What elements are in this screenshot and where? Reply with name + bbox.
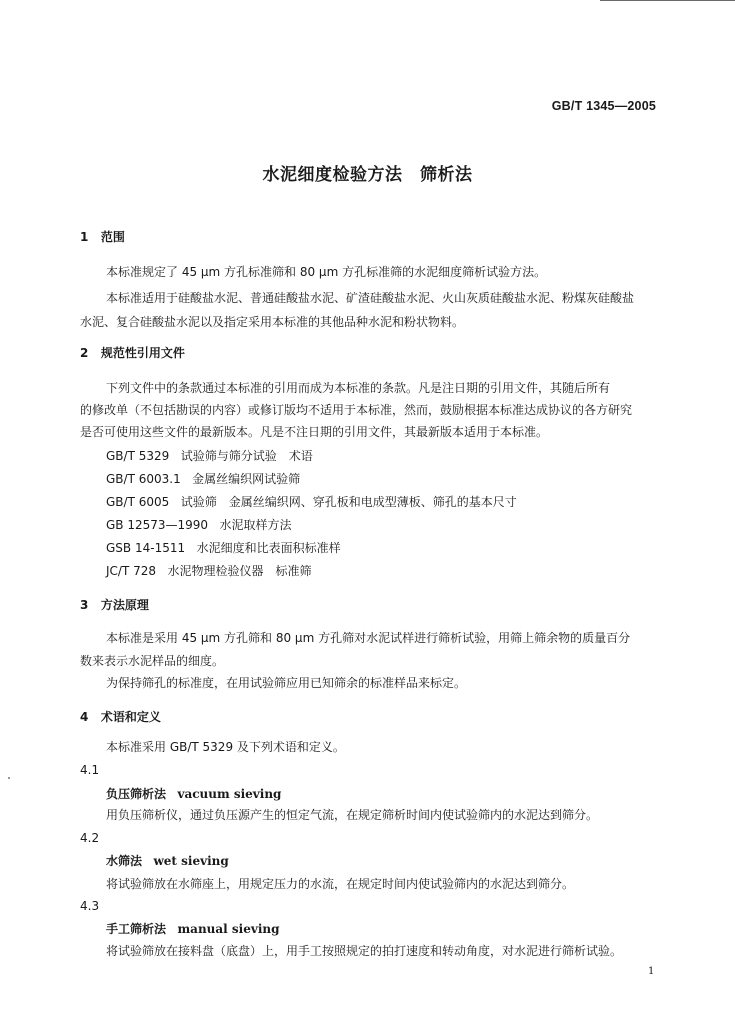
term-name bbox=[106, 853, 229, 869]
term-name-zh: 手工筛析法 bbox=[106, 922, 167, 936]
paragraph-line: 本标准是采用 45 μm 方孔筛和 80 μm 方孔筛对水泥试样进行筛析试验，用筛上筛余物的质量百分 bbox=[106, 631, 631, 645]
term-name-zh: 负压筛析法 bbox=[106, 787, 167, 801]
reference-item bbox=[106, 540, 341, 556]
reference-title: 水泥取样方法 bbox=[219, 518, 292, 532]
section-4-heading bbox=[80, 709, 161, 725]
paragraph-line: 的修改单（不包括勘误的内容）或修订版均不适用于本标准，然而，鼓励根据本标准达成协议的各方研究 bbox=[80, 403, 633, 417]
reference-item bbox=[106, 494, 517, 510]
term-name-en: wet sieving bbox=[153, 854, 229, 868]
scan-edge-line bbox=[600, 0, 735, 1]
reference-code: GB/T 5329 bbox=[106, 449, 170, 463]
reference-title: 金属丝编织网试验筛 bbox=[192, 472, 301, 486]
paragraph: 本标准规定了 45 μm 方孔标准筛和 80 μm 方孔标准筛的水泥细度筛析试验方法。 bbox=[106, 265, 547, 279]
paragraph-line: 下列文件中的条款通过本标准的引用而成为本标准的条款。凡是注日期的引用文件，其随后所有 bbox=[106, 381, 611, 395]
paragraph-line: 是否可使用这些文件的最新版本。凡是不注日期的引用文件，其最新版本适用于本标准。 bbox=[80, 425, 549, 439]
term-name-en: manual sieving bbox=[177, 922, 280, 936]
reference-item bbox=[106, 517, 292, 533]
paragraph: 本标准采用 GB/T 5329 及下列术语和定义。 bbox=[106, 740, 345, 754]
section-number: 3 bbox=[80, 598, 89, 612]
term-number: 4.2 bbox=[80, 831, 100, 845]
term-name bbox=[106, 921, 280, 937]
term-name-en: vacuum sieving bbox=[177, 787, 282, 801]
section-2-heading bbox=[80, 345, 185, 361]
reference-item bbox=[106, 471, 300, 487]
section-number: 1 bbox=[80, 230, 89, 244]
section-title: 范围 bbox=[100, 230, 125, 244]
section-3-heading bbox=[80, 597, 149, 613]
reference-code: GSB 14-1511 bbox=[106, 541, 186, 555]
paragraph: 为保持筛孔的标准度，在用试验筛应用已知筛余的标准样品来标定。 bbox=[106, 676, 467, 690]
term-number: 4.3 bbox=[80, 899, 100, 913]
reference-code: GB 12573—1990 bbox=[106, 518, 209, 532]
term-definition: 将试验筛放在水筛座上，用规定压力的水流，在规定时间内使试验筛内的水泥达到筛分。 bbox=[106, 877, 575, 891]
reference-title: 水泥物理检验仪器 标准筛 bbox=[167, 564, 312, 578]
reference-item bbox=[106, 563, 311, 579]
reference-code: JC/T 728 bbox=[106, 564, 157, 578]
term-name bbox=[106, 786, 281, 802]
section-title: 方法原理 bbox=[100, 598, 149, 612]
section-number: 2 bbox=[80, 346, 89, 360]
reference-code: GB/T 6005 bbox=[106, 495, 170, 509]
section-number: 4 bbox=[80, 710, 89, 724]
reference-title: 试验筛与筛分试验 术语 bbox=[180, 449, 313, 463]
standard-code: GB/T 1345—2005 bbox=[551, 99, 656, 113]
reference-title: 水泥细度和比表面积标准样 bbox=[196, 541, 341, 555]
reference-item bbox=[106, 448, 313, 464]
section-title: 规范性引用文件 bbox=[100, 346, 185, 360]
paragraph-line: 数来表示水泥样品的细度。 bbox=[80, 654, 225, 668]
scan-speck bbox=[8, 777, 10, 779]
page-title: 水泥细度检验方法 筛析法 bbox=[262, 165, 473, 185]
term-name-zh: 水筛法 bbox=[106, 854, 143, 868]
term-definition: 将试验筛放在接料盘（底盘）上，用手工按照规定的拍打速度和转动角度，对水泥进行筛析试验。 bbox=[106, 944, 623, 958]
section-title: 术语和定义 bbox=[100, 710, 161, 724]
page-number: 1 bbox=[648, 966, 655, 977]
paragraph-line: 本标准适用于硅酸盐水泥、普通硅酸盐水泥、矿渣硅酸盐水泥、火山灰质硅酸盐水泥、粉煤灰硅酸盐 bbox=[106, 291, 635, 305]
reference-code: GB/T 6003.1 bbox=[106, 472, 181, 486]
term-definition: 用负压筛析仪，通过负压源产生的恒定气流，在规定筛析时间内使试验筛内的水泥达到筛分。 bbox=[106, 808, 599, 822]
section-1-heading bbox=[80, 229, 125, 245]
reference-title: 试验筛 金属丝编织网、穿孔板和电成型薄板、筛孔的基本尺寸 bbox=[180, 495, 517, 509]
term-number: 4.1 bbox=[80, 763, 100, 777]
paragraph-line: 水泥、复合硅酸盐水泥以及指定采用本标准的其他品种水泥和粉状物料。 bbox=[80, 315, 465, 329]
